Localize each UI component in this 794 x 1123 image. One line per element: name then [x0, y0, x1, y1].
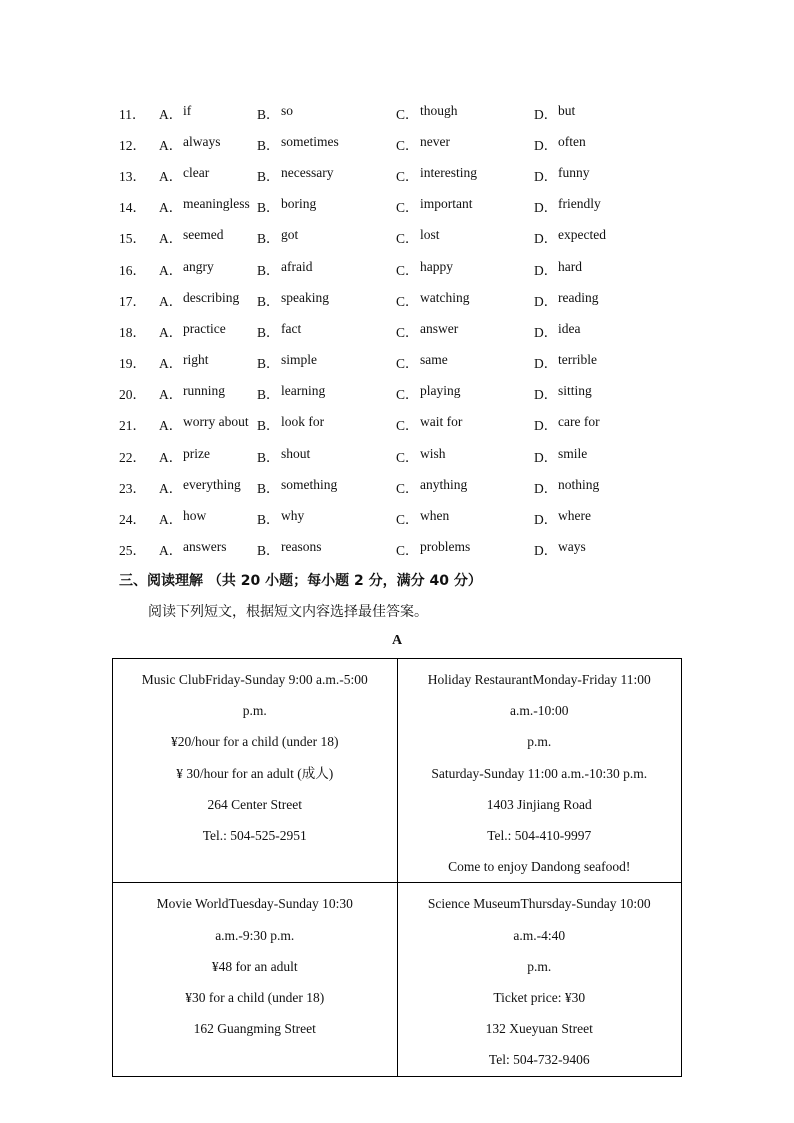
option-label: B． — [257, 512, 280, 528]
ad-line: Tel.: 504-410-9997 — [487, 828, 592, 844]
option-label: A． — [159, 356, 183, 372]
ad-line: ¥30 for a child (under 18) — [185, 990, 325, 1006]
option-label: D． — [534, 512, 558, 528]
option-label: C． — [396, 543, 419, 559]
ad-line: p.m. — [527, 734, 552, 750]
option-label: B． — [257, 106, 280, 122]
ad-line: a.m.-9:30 p.m. — [215, 927, 295, 943]
ad-line: ¥ 30/hour for an adult (成人) — [176, 765, 334, 781]
option-text: funny — [558, 164, 590, 180]
option-label: B． — [257, 293, 280, 309]
option-label: C． — [396, 418, 419, 434]
option-label: C． — [396, 449, 419, 465]
option-d — [534, 165, 644, 185]
option-text: ways — [558, 539, 586, 555]
option-label: C． — [396, 356, 419, 372]
option-text: interesting — [420, 164, 477, 180]
option-d — [534, 196, 644, 216]
ad-line: Movie WorldTuesday-Sunday 10:30 — [156, 896, 353, 912]
option-text: simple — [281, 352, 317, 368]
option-label: D． — [534, 231, 558, 247]
option-text: look for — [281, 414, 325, 430]
ad-line: Saturday-Sunday 11:00 a.m.-10:30 p.m. — [431, 765, 648, 781]
option-d — [534, 508, 644, 528]
option-text: wait for — [420, 414, 463, 430]
question-row — [119, 471, 679, 502]
option-text: seemed — [183, 227, 224, 243]
option-label: D． — [534, 449, 558, 465]
option-a — [159, 134, 257, 154]
option-text: problems — [420, 539, 471, 555]
option-text: running — [183, 383, 225, 399]
option-label: D． — [534, 387, 558, 403]
option-d — [534, 103, 644, 123]
option-text: shout — [281, 445, 311, 461]
question-row — [119, 191, 679, 222]
option-text: care for — [558, 414, 600, 430]
option-label: C． — [396, 262, 419, 278]
option-text: important — [420, 196, 473, 212]
ad-movie-world — [113, 883, 398, 1076]
option-label: C． — [396, 200, 419, 216]
option-label: C． — [396, 231, 419, 247]
option-label: A． — [159, 106, 183, 122]
question-number: 16． — [119, 262, 146, 278]
option-label: B． — [257, 543, 280, 559]
option-d — [534, 134, 644, 154]
option-text: everything — [183, 476, 241, 492]
option-a — [159, 446, 257, 466]
question-row — [119, 284, 679, 315]
option-text: happy — [420, 258, 453, 274]
option-label: B． — [257, 418, 280, 434]
option-b — [257, 383, 396, 403]
option-label: A． — [159, 324, 183, 340]
option-text: playing — [420, 383, 461, 399]
option-text: fact — [281, 320, 302, 336]
option-text: speaking — [281, 289, 329, 305]
option-c — [396, 383, 534, 403]
question-number: 25． — [119, 543, 146, 559]
ad-line: ¥20/hour for a child (under 18) — [170, 734, 339, 750]
option-a — [159, 352, 257, 372]
option-d — [534, 446, 644, 466]
option-label: A． — [159, 512, 183, 528]
option-c — [396, 414, 534, 434]
option-label: C． — [396, 324, 419, 340]
option-text: prize — [183, 445, 210, 461]
option-label: D． — [534, 137, 558, 153]
option-text: why — [281, 508, 305, 524]
option-text: smile — [558, 445, 588, 461]
option-c — [396, 321, 534, 341]
question-number: 15． — [119, 231, 146, 247]
question-row — [119, 253, 679, 284]
option-text: though — [420, 102, 458, 118]
option-label: B． — [257, 480, 280, 496]
question-number: 14． — [119, 200, 146, 216]
option-text: practice — [183, 320, 226, 336]
option-text: idea — [558, 320, 581, 336]
option-a — [159, 383, 257, 403]
option-text: expected — [558, 227, 606, 243]
question-row — [119, 440, 679, 471]
option-label: A． — [159, 449, 183, 465]
option-text: learning — [281, 383, 326, 399]
question-row — [119, 534, 679, 565]
option-text: right — [183, 352, 209, 368]
option-a — [159, 477, 257, 497]
option-c — [396, 539, 534, 559]
option-a — [159, 165, 257, 185]
option-label: A． — [159, 200, 183, 216]
option-label: A． — [159, 418, 183, 434]
option-label: B． — [257, 262, 280, 278]
question-row — [119, 315, 679, 346]
option-d — [534, 539, 644, 559]
ad-line: Tel: 504-732-9406 — [488, 1052, 590, 1068]
option-label: A． — [159, 293, 183, 309]
ad-line: 264 Center Street — [207, 796, 302, 812]
question-row — [119, 378, 679, 409]
option-text: necessary — [281, 164, 334, 180]
ad-line: p.m. — [527, 958, 552, 974]
option-b — [257, 103, 396, 123]
option-text: terrible — [558, 352, 597, 368]
option-text: so — [281, 102, 294, 118]
option-label: A． — [159, 231, 183, 247]
option-c — [396, 446, 534, 466]
option-label: C． — [396, 480, 419, 496]
option-label: C． — [396, 106, 419, 122]
option-text: friendly — [558, 196, 601, 212]
section-instructions: 阅读下列短文，根据短文内容选择最佳答案。 — [148, 604, 428, 620]
option-b — [257, 134, 396, 154]
option-text: if — [183, 102, 192, 118]
option-b — [257, 321, 396, 341]
question-row — [119, 502, 679, 533]
option-text: something — [281, 476, 338, 492]
option-label: D． — [534, 480, 558, 496]
ad-line: Tel.: 504-525-2951 — [202, 828, 307, 844]
option-label: C． — [396, 387, 419, 403]
option-label: B． — [257, 356, 280, 372]
option-b — [257, 290, 396, 310]
option-a — [159, 103, 257, 123]
option-label: A． — [159, 543, 183, 559]
option-a — [159, 539, 257, 559]
option-a — [159, 196, 257, 216]
option-c — [396, 508, 534, 528]
question-row — [119, 128, 679, 159]
option-c — [396, 227, 534, 247]
option-text: boring — [281, 196, 317, 212]
option-text: never — [420, 133, 450, 149]
option-label: D． — [534, 262, 558, 278]
option-label: A． — [159, 137, 183, 153]
option-label: C． — [396, 137, 419, 153]
ad-line: 1403 Jinjiang Road — [486, 796, 592, 812]
option-label: A． — [159, 168, 183, 184]
ad-music-club — [113, 659, 398, 883]
option-b — [257, 414, 396, 434]
option-b — [257, 196, 396, 216]
option-text: how — [183, 508, 207, 524]
option-c — [396, 290, 534, 310]
option-c — [396, 103, 534, 123]
option-b — [257, 165, 396, 185]
question-number: 20． — [119, 387, 146, 403]
option-c — [396, 134, 534, 154]
option-text: hard — [558, 258, 582, 274]
option-label: C． — [396, 512, 419, 528]
option-d — [534, 383, 644, 403]
ad-line: p.m. — [242, 703, 267, 719]
question-number: 23． — [119, 480, 146, 496]
option-b — [257, 352, 396, 372]
option-a — [159, 508, 257, 528]
question-number: 13． — [119, 168, 146, 184]
option-text: sitting — [558, 383, 592, 399]
option-text: when — [420, 508, 450, 524]
ad-holiday-restaurant — [397, 659, 682, 883]
option-text: reasons — [281, 539, 322, 555]
option-label: A． — [159, 262, 183, 278]
option-label: D． — [534, 324, 558, 340]
option-text: nothing — [558, 476, 600, 492]
option-d — [534, 259, 644, 279]
option-a — [159, 227, 257, 247]
question-number: 11． — [119, 106, 146, 122]
ad-line: 132 Xueyuan Street — [485, 1021, 593, 1037]
option-text: angry — [183, 258, 214, 274]
option-d — [534, 352, 644, 372]
option-text: anything — [420, 476, 468, 492]
option-text: where — [558, 508, 591, 524]
option-b — [257, 259, 396, 279]
option-d — [534, 414, 644, 434]
option-label: D． — [534, 293, 558, 309]
question-row — [119, 159, 679, 190]
option-text: clear — [183, 164, 210, 180]
ad-science-museum — [397, 883, 682, 1076]
option-b — [257, 539, 396, 559]
option-c — [396, 196, 534, 216]
option-b — [257, 477, 396, 497]
option-text: meaningless — [183, 196, 250, 212]
option-d — [534, 227, 644, 247]
question-row — [119, 347, 679, 378]
option-label: B． — [257, 387, 280, 403]
option-a — [159, 321, 257, 341]
option-text: describing — [183, 289, 240, 305]
question-number: 21． — [119, 418, 146, 434]
question-row — [119, 409, 679, 440]
option-text: often — [558, 133, 586, 149]
option-label: B． — [257, 324, 280, 340]
option-label: D． — [534, 106, 558, 122]
option-text: same — [420, 352, 448, 368]
option-label: D． — [534, 543, 558, 559]
option-label: A． — [159, 480, 183, 496]
option-text: lost — [420, 227, 440, 243]
option-label: B． — [257, 168, 280, 184]
question-number: 22． — [119, 449, 146, 465]
option-b — [257, 508, 396, 528]
option-d — [534, 321, 644, 341]
option-label: D． — [534, 200, 558, 216]
ad-line: Holiday RestaurantMonday-Friday 11:00 a.m.-10:00 — [427, 672, 651, 719]
option-text: answer — [420, 320, 459, 336]
option-text: afraid — [281, 258, 313, 274]
passage-label: A — [391, 633, 403, 648]
option-text: reading — [558, 289, 599, 305]
option-text: got — [281, 227, 299, 243]
option-label: C． — [396, 293, 419, 309]
option-label: D． — [534, 168, 558, 184]
option-label: B． — [257, 137, 280, 153]
option-label: A． — [159, 387, 183, 403]
option-label: B． — [257, 200, 280, 216]
option-a — [159, 290, 257, 310]
question-number: 18． — [119, 324, 146, 340]
option-b — [257, 227, 396, 247]
option-c — [396, 259, 534, 279]
option-label: D． — [534, 418, 558, 434]
option-text: sometimes — [281, 133, 339, 149]
question-row — [119, 97, 679, 128]
ad-line: Music ClubFriday-Sunday 9:00 a.m.-5:00 — [141, 672, 368, 687]
option-text: watching — [420, 289, 470, 305]
option-label: B． — [257, 231, 280, 247]
option-a — [159, 259, 257, 279]
ad-line: Come to enjoy Dandong seafood! — [448, 859, 631, 875]
question-list — [119, 97, 679, 565]
option-text: wish — [420, 445, 446, 461]
option-d — [534, 290, 644, 310]
question-row — [119, 222, 679, 253]
ad-line: Ticket price: ¥30 — [493, 990, 586, 1006]
ad-line: 162 Guangming Street — [193, 1021, 316, 1037]
option-c — [396, 165, 534, 185]
question-number: 12． — [119, 137, 146, 153]
option-label: B． — [257, 449, 280, 465]
option-c — [396, 477, 534, 497]
option-a — [159, 414, 257, 434]
ads-table — [112, 658, 682, 1077]
option-text: but — [558, 102, 576, 118]
option-text: worry about — [183, 414, 249, 430]
option-label: D． — [534, 356, 558, 372]
option-b — [257, 446, 396, 466]
option-text: always — [183, 133, 221, 149]
option-c — [396, 352, 534, 372]
question-number: 24． — [119, 512, 146, 528]
question-number: 17． — [119, 293, 146, 309]
question-number: 19． — [119, 356, 146, 372]
section-title: 三、阅读理解 （共 20 小题；每小题 2 分，满分 40 分） — [119, 573, 482, 589]
option-text: answers — [183, 539, 227, 555]
ad-line: ¥48 for an adult — [211, 958, 298, 974]
option-d — [534, 477, 644, 497]
ad-line: Science MuseumThursday-Sunday 10:00 a.m.-4:40 — [427, 896, 651, 943]
option-label: C． — [396, 168, 419, 184]
